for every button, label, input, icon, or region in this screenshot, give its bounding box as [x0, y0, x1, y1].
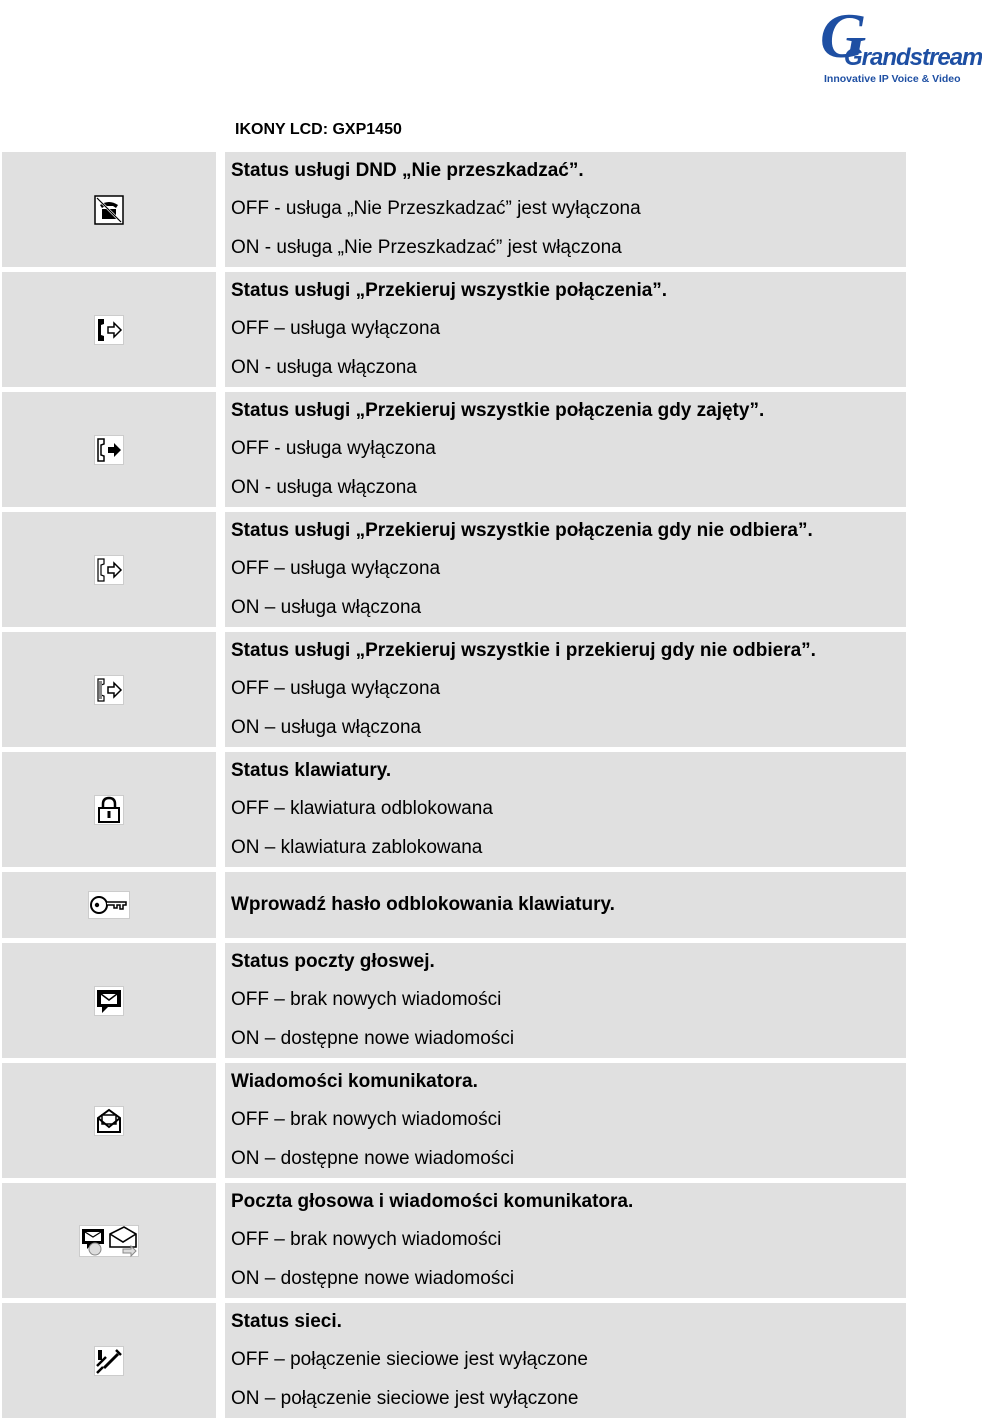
logo-g-mark: G [820, 0, 867, 71]
row-on-text: ON – usługa włączona [231, 596, 422, 618]
row-on-text: ON – dostępne nowe wiadomości [231, 1267, 515, 1289]
call-forward-no-answer-icon [94, 555, 124, 585]
logo-wordmark: Grandstream [844, 44, 982, 71]
text-cell [225, 1183, 906, 1298]
row-heading: Status usługi „Przekieruj wszystkie połączenia gdy zajęty”. [231, 400, 765, 422]
call-forward-busy-no-answer-icon [94, 675, 124, 705]
row-on-text: ON – dostępne nowe wiadomości [231, 1027, 515, 1049]
row-off-text: OFF – brak nowych wiadomości [231, 1229, 502, 1251]
table-row [2, 1183, 906, 1298]
text-cell [225, 392, 906, 507]
table-row [2, 1303, 906, 1418]
table-row [2, 943, 906, 1058]
row-heading: Poczta głosowa i wiadomości komunikatora. [231, 1191, 634, 1213]
table-row [2, 632, 906, 747]
row-off-text: OFF – usługa wyłączona [231, 558, 441, 580]
row-heading: Status usługi „Przekieruj wszystkie i przekieruj gdy nie odbiera”. [231, 640, 816, 662]
row-off-text: OFF - usługa wyłączona [231, 438, 436, 460]
icon-table [2, 152, 906, 1423]
icon-cell [2, 943, 216, 1058]
row-heading: Wprowadź hasło odblokowania klawiatury. [231, 893, 615, 915]
call-forward-busy-icon [94, 435, 124, 465]
grandstream-logo [820, 0, 982, 86]
table-row [2, 512, 906, 627]
row-on-text: ON – dostępne nowe wiadomości [231, 1147, 515, 1169]
text-cell [225, 152, 906, 267]
table-row [2, 1063, 906, 1178]
icon-cell [2, 1183, 216, 1298]
icon-cell [2, 752, 216, 867]
logo-tagline: Innovative IP Voice & Video [824, 73, 961, 85]
table-row [2, 272, 906, 387]
row-heading: Status klawiatury. [231, 760, 392, 782]
table-row [2, 872, 906, 938]
row-heading: Status usługi „Przekieruj wszystkie połączenia gdy nie odbiera”. [231, 520, 813, 542]
row-off-text: OFF – klawiatura odblokowana [231, 798, 493, 820]
call-forward-all-icon [94, 315, 124, 345]
network-status-icon [94, 1346, 124, 1376]
icon-cell [2, 392, 216, 507]
row-off-text: OFF - usługa „Nie Przeszkadzać” jest wyłączona [231, 198, 641, 220]
instant-message-icon [94, 1106, 124, 1136]
icon-cell [2, 152, 216, 267]
text-cell [225, 943, 906, 1058]
row-heading: Status poczty głoswej. [231, 951, 435, 973]
page-title: IKONY LCD: GXP1450 [235, 121, 402, 138]
text-cell [225, 272, 906, 387]
table-row [2, 392, 906, 507]
row-on-text: ON - usługa „Nie Przeszkadzać” jest włączona [231, 236, 622, 258]
row-off-text: OFF – brak nowych wiadomości [231, 1109, 502, 1131]
icon-cell [2, 512, 216, 627]
row-on-text: ON - usługa włączona [231, 476, 417, 498]
row-off-text: OFF – połączenie sieciowe jest wyłączone [231, 1349, 588, 1371]
table-row [2, 752, 906, 867]
voicemail-icon [94, 986, 124, 1016]
row-heading: Wiadomości komunikatora. [231, 1071, 478, 1093]
icon-cell [2, 1303, 216, 1418]
text-cell [225, 872, 906, 938]
text-cell [225, 1063, 906, 1178]
row-on-text: ON - usługa włączona [231, 356, 417, 378]
key-icon [88, 891, 130, 919]
row-heading: Status sieci. [231, 1311, 342, 1333]
text-cell [225, 1303, 906, 1418]
dnd-icon [94, 195, 124, 225]
row-off-text: OFF – usługa wyłączona [231, 678, 441, 700]
row-on-text: ON – usługa włączona [231, 716, 422, 738]
keypad-lock-icon [94, 795, 124, 825]
text-cell [225, 752, 906, 867]
icon-cell [2, 272, 216, 387]
row-off-text: OFF – usługa wyłączona [231, 318, 441, 340]
voicemail-and-message-icon [79, 1225, 139, 1257]
row-off-text: OFF – brak nowych wiadomości [231, 989, 502, 1011]
icon-cell [2, 1063, 216, 1178]
icon-cell [2, 872, 216, 938]
text-cell [225, 512, 906, 627]
row-heading: Status usługi DND „Nie przeszkadzać”. [231, 160, 584, 182]
row-on-text: ON – klawiatura zablokowana [231, 836, 483, 858]
row-on-text: ON – połączenie sieciowe jest wyłączone [231, 1387, 579, 1409]
text-cell [225, 632, 906, 747]
table-row [2, 152, 906, 267]
row-heading: Status usługi „Przekieruj wszystkie połączenia”. [231, 280, 668, 302]
icon-cell [2, 632, 216, 747]
